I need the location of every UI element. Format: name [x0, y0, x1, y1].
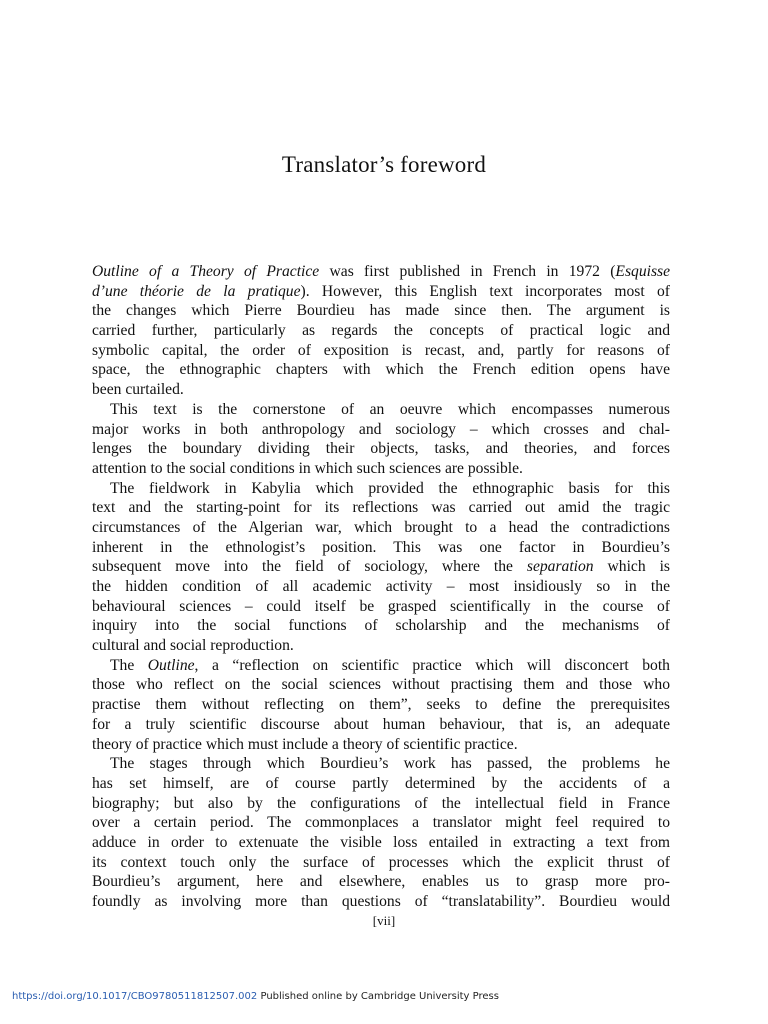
- text-line: [92, 577, 670, 597]
- text-line: [92, 459, 670, 479]
- text-line: [92, 892, 670, 912]
- text-segment: This text is the cornerstone of an oeuvre which encompasses numerous: [110, 400, 670, 418]
- body-text: [92, 262, 670, 912]
- italic-text: Esquisse: [615, 263, 670, 280]
- text-line: [92, 715, 670, 735]
- page-number: [vii]: [372, 913, 396, 928]
- text-line: [92, 360, 670, 380]
- text-segment: cultural and social reproduction.: [92, 637, 294, 655]
- text-line: [92, 321, 670, 341]
- text-segment: for a truly scientific discourse about human behaviour, that is, an adequate: [92, 715, 670, 733]
- text-segment: symbolic capital, the order of exposition is recast, and, partly for reasons of: [92, 341, 670, 359]
- text-segment: its context touch only the surface of processes which the explicit thrust of: [92, 853, 670, 871]
- text-line: [92, 498, 670, 518]
- text-segment: has set himself, are of course partly determined by the accidents of a: [92, 774, 670, 792]
- text-segment: over a certain period. The commonplaces a translator might feel required to: [92, 814, 670, 832]
- text-segment: attention to the social conditions in which such sciences are possible.: [92, 459, 523, 477]
- publisher-note: Published online by Cambridge University Press: [257, 991, 499, 1002]
- italic-text: d’une théorie de la pratique: [92, 282, 301, 300]
- text-segment: adduce in order to extenuate the visible loss entailed in extracting a text from: [92, 833, 670, 851]
- text-line: [92, 813, 670, 833]
- text-line: [92, 872, 670, 892]
- doi-link[interactable]: https://doi.org/10.1017/CBO9780511812507.002: [12, 991, 258, 1002]
- text-line: [92, 282, 670, 302]
- text-segment: theory of practice which must include a theory of scientific practice.: [92, 735, 518, 753]
- text-segment: space, the ethnographic chapters with which the French edition opens have: [92, 361, 670, 379]
- italic-text: Outline of a Theory of Practice: [92, 263, 320, 280]
- text-segment: , a “reflection on scientific practice which will disconcert both: [194, 656, 670, 674]
- text-line: [92, 538, 670, 558]
- text-segment: The stages through which Bourdieu’s work has passed, the problems he: [110, 755, 670, 773]
- text-line: [92, 636, 670, 656]
- text-line: [92, 735, 670, 755]
- text-line: [92, 301, 670, 321]
- text-segment: text and the starting-point for its reflections was carried out amid the tragic: [92, 499, 670, 517]
- text-line: [92, 518, 670, 538]
- text-segment: subsequent move into the field of sociology, where the: [92, 558, 527, 576]
- text-segment: biography; but also by the configurations of the intellectual field in France: [92, 794, 670, 812]
- text-segment: Bourdieu’s argument, here and elsewhere, enables us to grasp more pro-: [92, 873, 670, 891]
- page-title: Translator’s foreword: [281, 152, 487, 177]
- text-line: [92, 341, 670, 361]
- italic-text: separation: [526, 558, 594, 576]
- text-line: [92, 420, 670, 440]
- text-line: [92, 380, 670, 400]
- text-segment: The fieldwork in Kabylia which provided the ethnographic basis for this: [110, 479, 670, 497]
- text-segment: circumstances of the Algerian war, which brought to a head the contradictions: [92, 518, 670, 536]
- text-line: [92, 400, 670, 420]
- text-segment: major works in both anthropology and sociology – which crosses and chal-: [92, 420, 670, 438]
- text-segment: The: [110, 656, 148, 674]
- text-segment: behavioural sciences – could itself be grasped scientifically in the course of: [92, 597, 670, 615]
- text-line: [92, 754, 670, 774]
- text-line: [92, 557, 670, 577]
- text-segment: carried further, particularly as regards the concepts of practical logic and: [92, 322, 670, 340]
- text-line: [92, 675, 670, 695]
- text-line: [92, 616, 670, 636]
- footer: [12, 990, 499, 1004]
- text-segment: the changes which Pierre Bourdieu has made since then. The argument is: [92, 302, 670, 320]
- text-line: [92, 597, 670, 617]
- text-segment: inherent in the ethnologist’s position. This was one factor in Bourdieu’s: [92, 538, 670, 556]
- text-line: [92, 262, 670, 282]
- text-segment: been curtailed.: [92, 381, 184, 399]
- text-segment: practise them without reflecting on them”, seeks to define the prerequisites: [92, 696, 670, 714]
- text-segment: ). However, this English text incorporates most of: [300, 282, 670, 300]
- text-line: [92, 479, 670, 499]
- text-line: [92, 774, 670, 794]
- italic-text: Outline: [147, 656, 195, 674]
- text-segment: was first published in French in 1972 (: [319, 263, 616, 280]
- text-line: [92, 656, 670, 676]
- text-segment: which is: [593, 558, 670, 576]
- text-segment: foundly as involving more than questions of “translatability”. Bourdieu would: [92, 893, 670, 910]
- text-segment: the hidden condition of all academic activity – most insidiously so in the: [92, 578, 670, 595]
- text-line: [92, 695, 670, 715]
- text-segment: inquiry into the social functions of scholarship and the mechanisms of: [92, 617, 670, 635]
- text-line: [92, 833, 670, 853]
- text-segment: lenges the boundary dividing their objects, tasks, and theories, and forces: [92, 440, 670, 458]
- text-line: [92, 439, 670, 459]
- text-line: [92, 794, 670, 814]
- text-segment: those who reflect on the social sciences without practising them and those who: [92, 676, 670, 694]
- text-line: [92, 853, 670, 873]
